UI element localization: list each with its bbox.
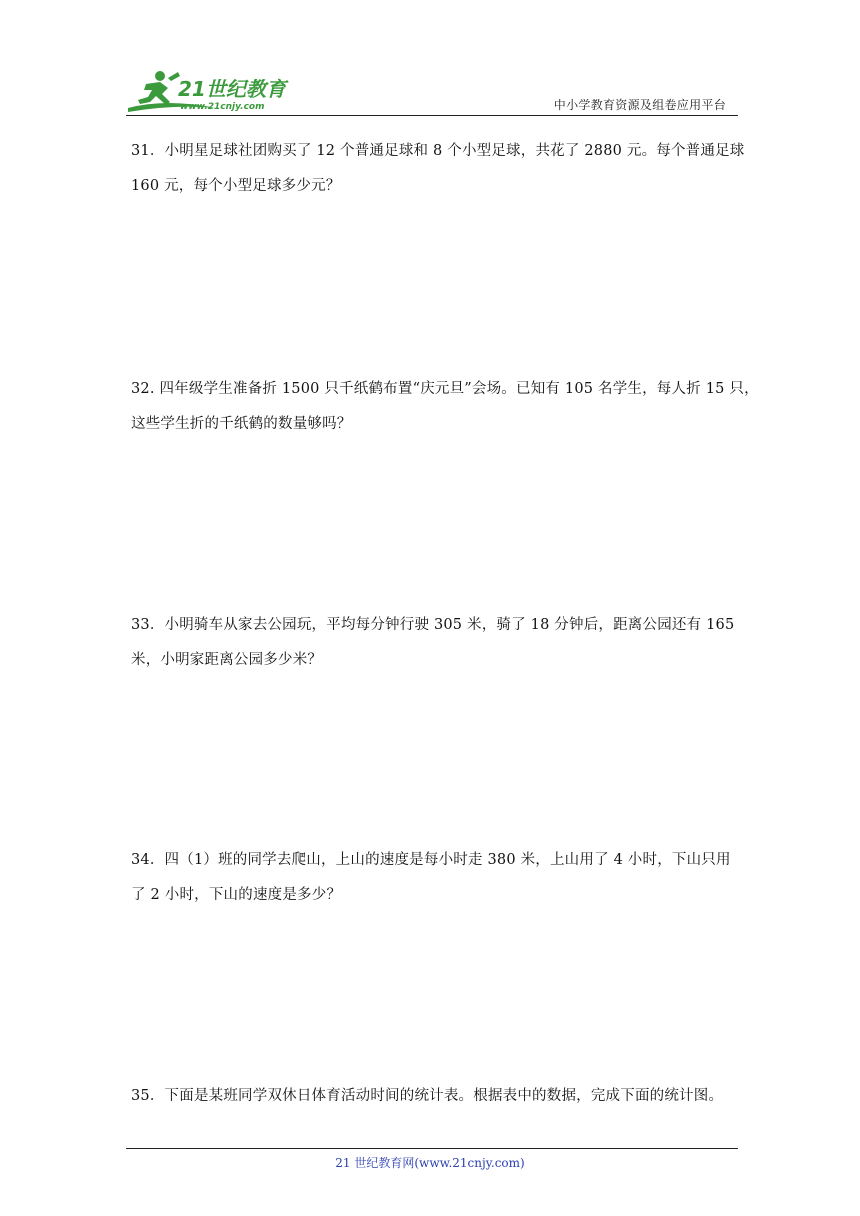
- question-line: 这些学生折的千纸鹤的数量够吗？: [131, 416, 352, 432]
- brand-logo: [126, 68, 296, 114]
- question-line: 了 2 小时，下山的速度是多少？: [131, 887, 342, 903]
- question-31: [131, 134, 745, 204]
- runner-logo-icon: [126, 68, 296, 114]
- logo-url-text: www.21cnjy.com: [180, 102, 265, 112]
- platform-tagline: 中小学教育资源及组卷应用平台: [553, 98, 726, 112]
- question-32: [131, 372, 759, 442]
- question-line: 160 元，每个小型足球多少元？: [131, 178, 341, 194]
- question-34: [131, 843, 731, 913]
- logo-main-text: 21世纪教育: [178, 77, 286, 101]
- question-line: 35．下面是某班同学双休日体育活动时间的统计表。根据表中的数据，完成下面的统计图。: [131, 1088, 724, 1104]
- question-line: 32. 四年级学生准备折 1500 只千纸鹤布置“庆元旦”会场。已知有 105 名学生，每人折 15 只，: [131, 381, 759, 397]
- question-33: [131, 608, 735, 678]
- question-35: [131, 1079, 731, 1114]
- footer-divider: [126, 1148, 738, 1149]
- question-line: 31．小明星足球社团购买了 12 个普通足球和 8 个小型足球，共花了 2880 元。每个普通足球: [131, 143, 745, 159]
- question-line: 米，小明家距离公园多少米？: [131, 652, 323, 668]
- header-divider: [126, 115, 738, 116]
- question-line: 34．四（1）班的同学去爬山，上山的速度是每小时走 380 米，上山用了 4 小时，下山只用: [131, 852, 731, 868]
- question-line: 33．小明骑车从家去公园玩，平均每分钟行驶 305 米，骑了 18 分钟后，距离公园还有 165: [131, 617, 735, 633]
- footer-link[interactable]: 21 世纪教育网(www.21cnjy.com): [335, 1156, 525, 1170]
- page-header: [126, 64, 738, 116]
